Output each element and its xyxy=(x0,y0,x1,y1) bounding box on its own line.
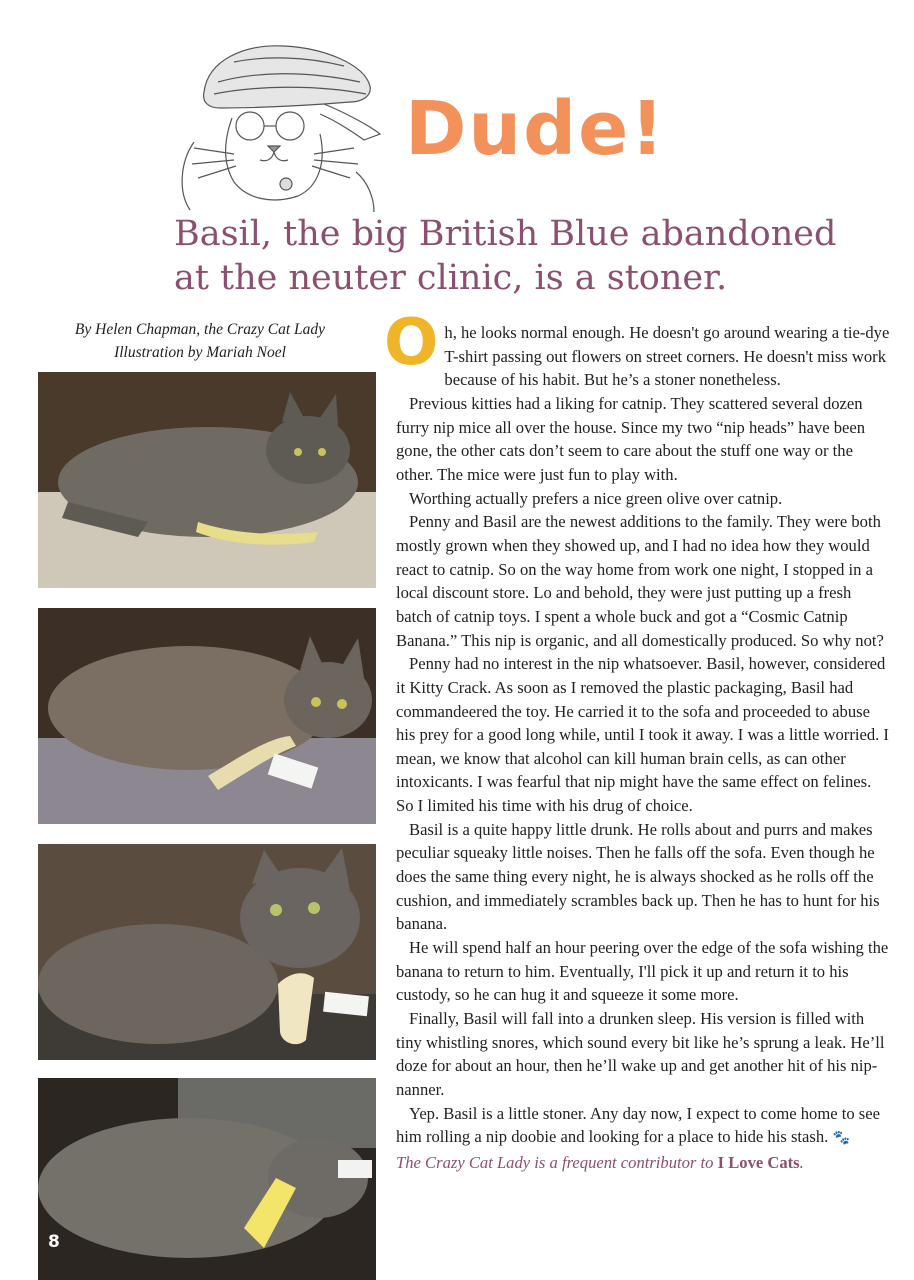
magazine-name: I Love Cats xyxy=(717,1152,800,1172)
author-credit: By Helen Chapman, the Crazy Cat Lady xyxy=(74,321,326,338)
article-paragraph: Previous kitties had a liking for catnip. They scattered several dozen furry nip mice all over the house. Since my two “nip heads” have been gone, the other cats don’t seem to care about the stuff one way or the other. The mice were just fun to play with. xyxy=(396,393,866,484)
photo-cat-lounging xyxy=(38,372,376,588)
deck-subtitle: Basil, the big British Blue abandoned at the neuter clinic, is a stoner. xyxy=(174,214,837,298)
article-paragraph: Oh, he looks normal enough. He doesn't go around wearing a tie-dye T-shirt passing out flowers on street corners. He doesn't miss work because of his habit. But he’s a stoner nonetheless. xyxy=(384,306,890,390)
article-body xyxy=(384,306,890,1175)
drop-cap: O xyxy=(384,306,439,380)
article-paragraph: Penny had no interest in the nip whatsoever. Basil, however, considered it Kitty Crack. As soon as I removed the plastic packaging, Basil had commandeered the toy. He carried it to the sofa and proceeded to abuse his prey for a good long while, until I took it away. I was a little worried. I mean, we know that alcohol can kill human brain cells, as can other intoxicants. I was fearful that nip might have the same effect on felines. So I limited his time with his drug of choice. xyxy=(396,654,889,816)
article-paragraph: Yep. Basil is a little stoner. Any day now, I expect to come home to see him rolling a nip doobie and looking for a place to hide his stash. 🐾 xyxy=(396,1103,880,1147)
photo-cat-with-toy xyxy=(38,844,376,1060)
illustrator-credit: Illustration by Mariah Noel xyxy=(114,344,286,361)
cat-illustration xyxy=(174,22,382,212)
photo-cat-hugging-banana xyxy=(38,608,376,824)
article-paragraph: Penny and Basil are the newest additions to the family. They were both mostly grown when they showed up, and I had no idea how they would react to catnip. So on the way home from work one night, I stopped in a local discount store. Lo and behold, they were just putting up a fresh batch of catnip toys. I spent a whole buck and got a “Cosmic Catnip Banana.” This nip is organic, and all domestically produced. So why not? xyxy=(396,512,884,650)
article-paragraph: Worthing actually prefers a nice green olive over catnip. xyxy=(409,488,783,508)
article-paragraph: Finally, Basil will fall into a drunken sleep. His version is filled with tiny whistling snores, which sound every bit like he’s sprung a leak. He’ll doze for about an hour, then he’ll wake up and get another hit of his nip-nanner. xyxy=(396,1009,885,1099)
byline xyxy=(40,318,360,364)
photo-cat-with-banana-toy xyxy=(38,1078,376,1280)
paw-icon: 🐾 xyxy=(832,1131,850,1147)
page-number: 8 xyxy=(48,1232,60,1252)
article-paragraph: Basil is a quite happy little drunk. He rolls about and purrs and makes peculiar squeaky little noises. Then he falls off the sofa. Even though he does the same thing every night, he is always shocked as he rolls off the cushion, and immediately scrambles back up. Then he has to hunt for his banana. xyxy=(396,819,880,934)
contributor-credit: The Crazy Cat Lady is a frequent contributor to I Love Cats. xyxy=(396,1152,804,1172)
article-paragraph: He will spend half an hour peering over the edge of the sofa wishing the banana to return to him. Eventually, I'll pick it up and return it to his custody, so he can hug it and squeeze it some more. xyxy=(396,938,889,1005)
headline: Dude! xyxy=(405,86,667,172)
